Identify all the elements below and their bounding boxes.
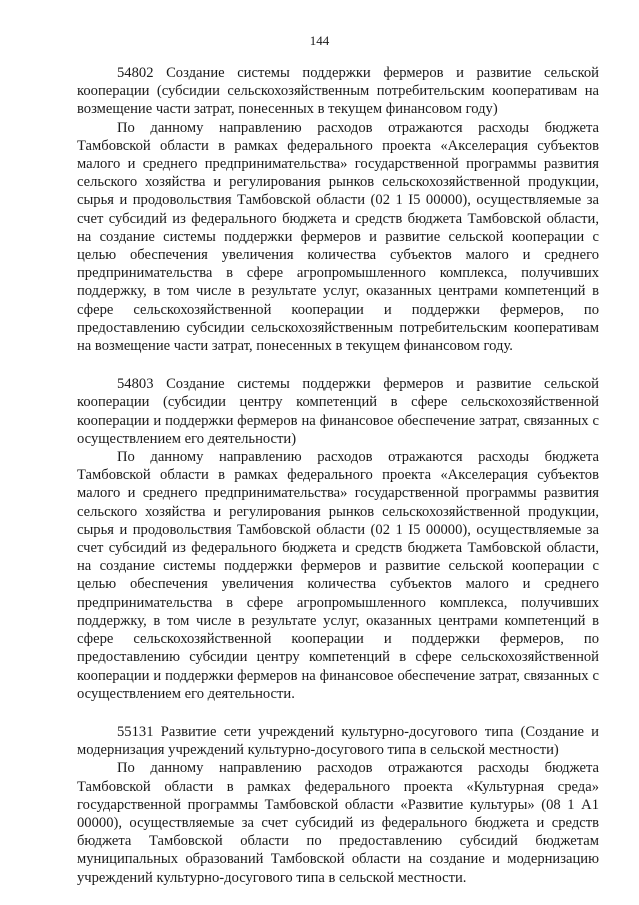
page-number: 144: [309, 33, 330, 48]
document-body: [77, 64, 599, 887]
section-heading: 54802 Создание системы поддержки фермеров и развитие сельской кооперации (субсидии сельскохозяйственным потребительским кооперативам на возмещение части затрат, понесенных в текущем финансовом году): [77, 65, 599, 118]
section-paragraph: По данному направлению расходов отражаются расходы бюджета Тамбовской области в рамках федерального проекта «Культурная среда» государственной программы Тамбовской области «Развитие культуры» (08 1 A1 00000), осуществляемые за счет субсидий из федерального бюджета и средств бюджета Тамбовской области по предоставлению субсидий бюджетам муниципальных образований Тамбовской области на создание и модернизацию учреждений культурно-досугового типа в сельской местности.: [77, 760, 599, 886]
section-heading: 54803 Создание системы поддержки фермеров и развитие сельской кооперации (субсидии центру компетенций в сфере сельскохозяйственной кооперации и поддержки фермеров на финансовое обеспечение затрат, связанных с осуществлением его деятельности): [77, 376, 599, 447]
section-paragraph: По данному направлению расходов отражаются расходы бюджета Тамбовской области в рамках федерального проекта «Акселерация субъектов малого и среднего предпринимательства» государственной программы развития сельского хозяйства и регулирования рынков сельскохозяйственной продукции, сырья и продовольствия Тамбовской области (02 1 I5 00000), осуществляемые за счет субсидий из федерального бюджета и средств бюджета Тамбовской области, на создание системы поддержки фермеров и развитие сельской кооперации с целью обеспечения увеличения количества субъектов малого и среднего предпринимательства в сфере агропромышленного комплекса, получивших поддержку, в том числе в результате услуг, оказанных центрами компетенций в сфере сельскохозяйственной кооперации и поддержки фермеров, по предоставлению субсидии центру компетенций в сфере сельскохозяйственной кооперации и поддержки фермеров на финансовое обеспечение затрат, связанных с осуществлением его деятельности.: [77, 449, 599, 702]
section-54802: [77, 64, 599, 355]
section-heading: 55131 Развитие сети учреждений культурно-досугового типа (Создание и модернизация учреждений культурно-досугового типа в сельской местности): [77, 723, 599, 759]
section-paragraph: По данному направлению расходов отражаются расходы бюджета Тамбовской области в рамках федерального проекта «Акселерация субъектов малого и среднего предпринимательства» государственной программы развития сельского хозяйства и регулирования рынков сельскохозяйственной продукции, сырья и продовольствия Тамбовской области (02 1 I5 00000), осуществляемые за счет субсидий из федерального бюджета и средств бюджета Тамбовской области, на создание системы поддержки фермеров и развитие сельской кооперации с целью обеспечения увеличения количества субъектов малого и среднего предпринимательства в сфере агропромышленного комплекса, получивших поддержку, в том числе в результате услуг, оказанных центрами компетенций в сфере сельскохозяйственной кооперации и поддержки фермеров, по предоставлению субсидии сельскохозяйственным потребительским кооперативам на возмещение части затрат, понесенных в текущем финансовом году.: [77, 119, 599, 355]
section-55131: [77, 723, 599, 887]
section-54803: [77, 375, 599, 703]
